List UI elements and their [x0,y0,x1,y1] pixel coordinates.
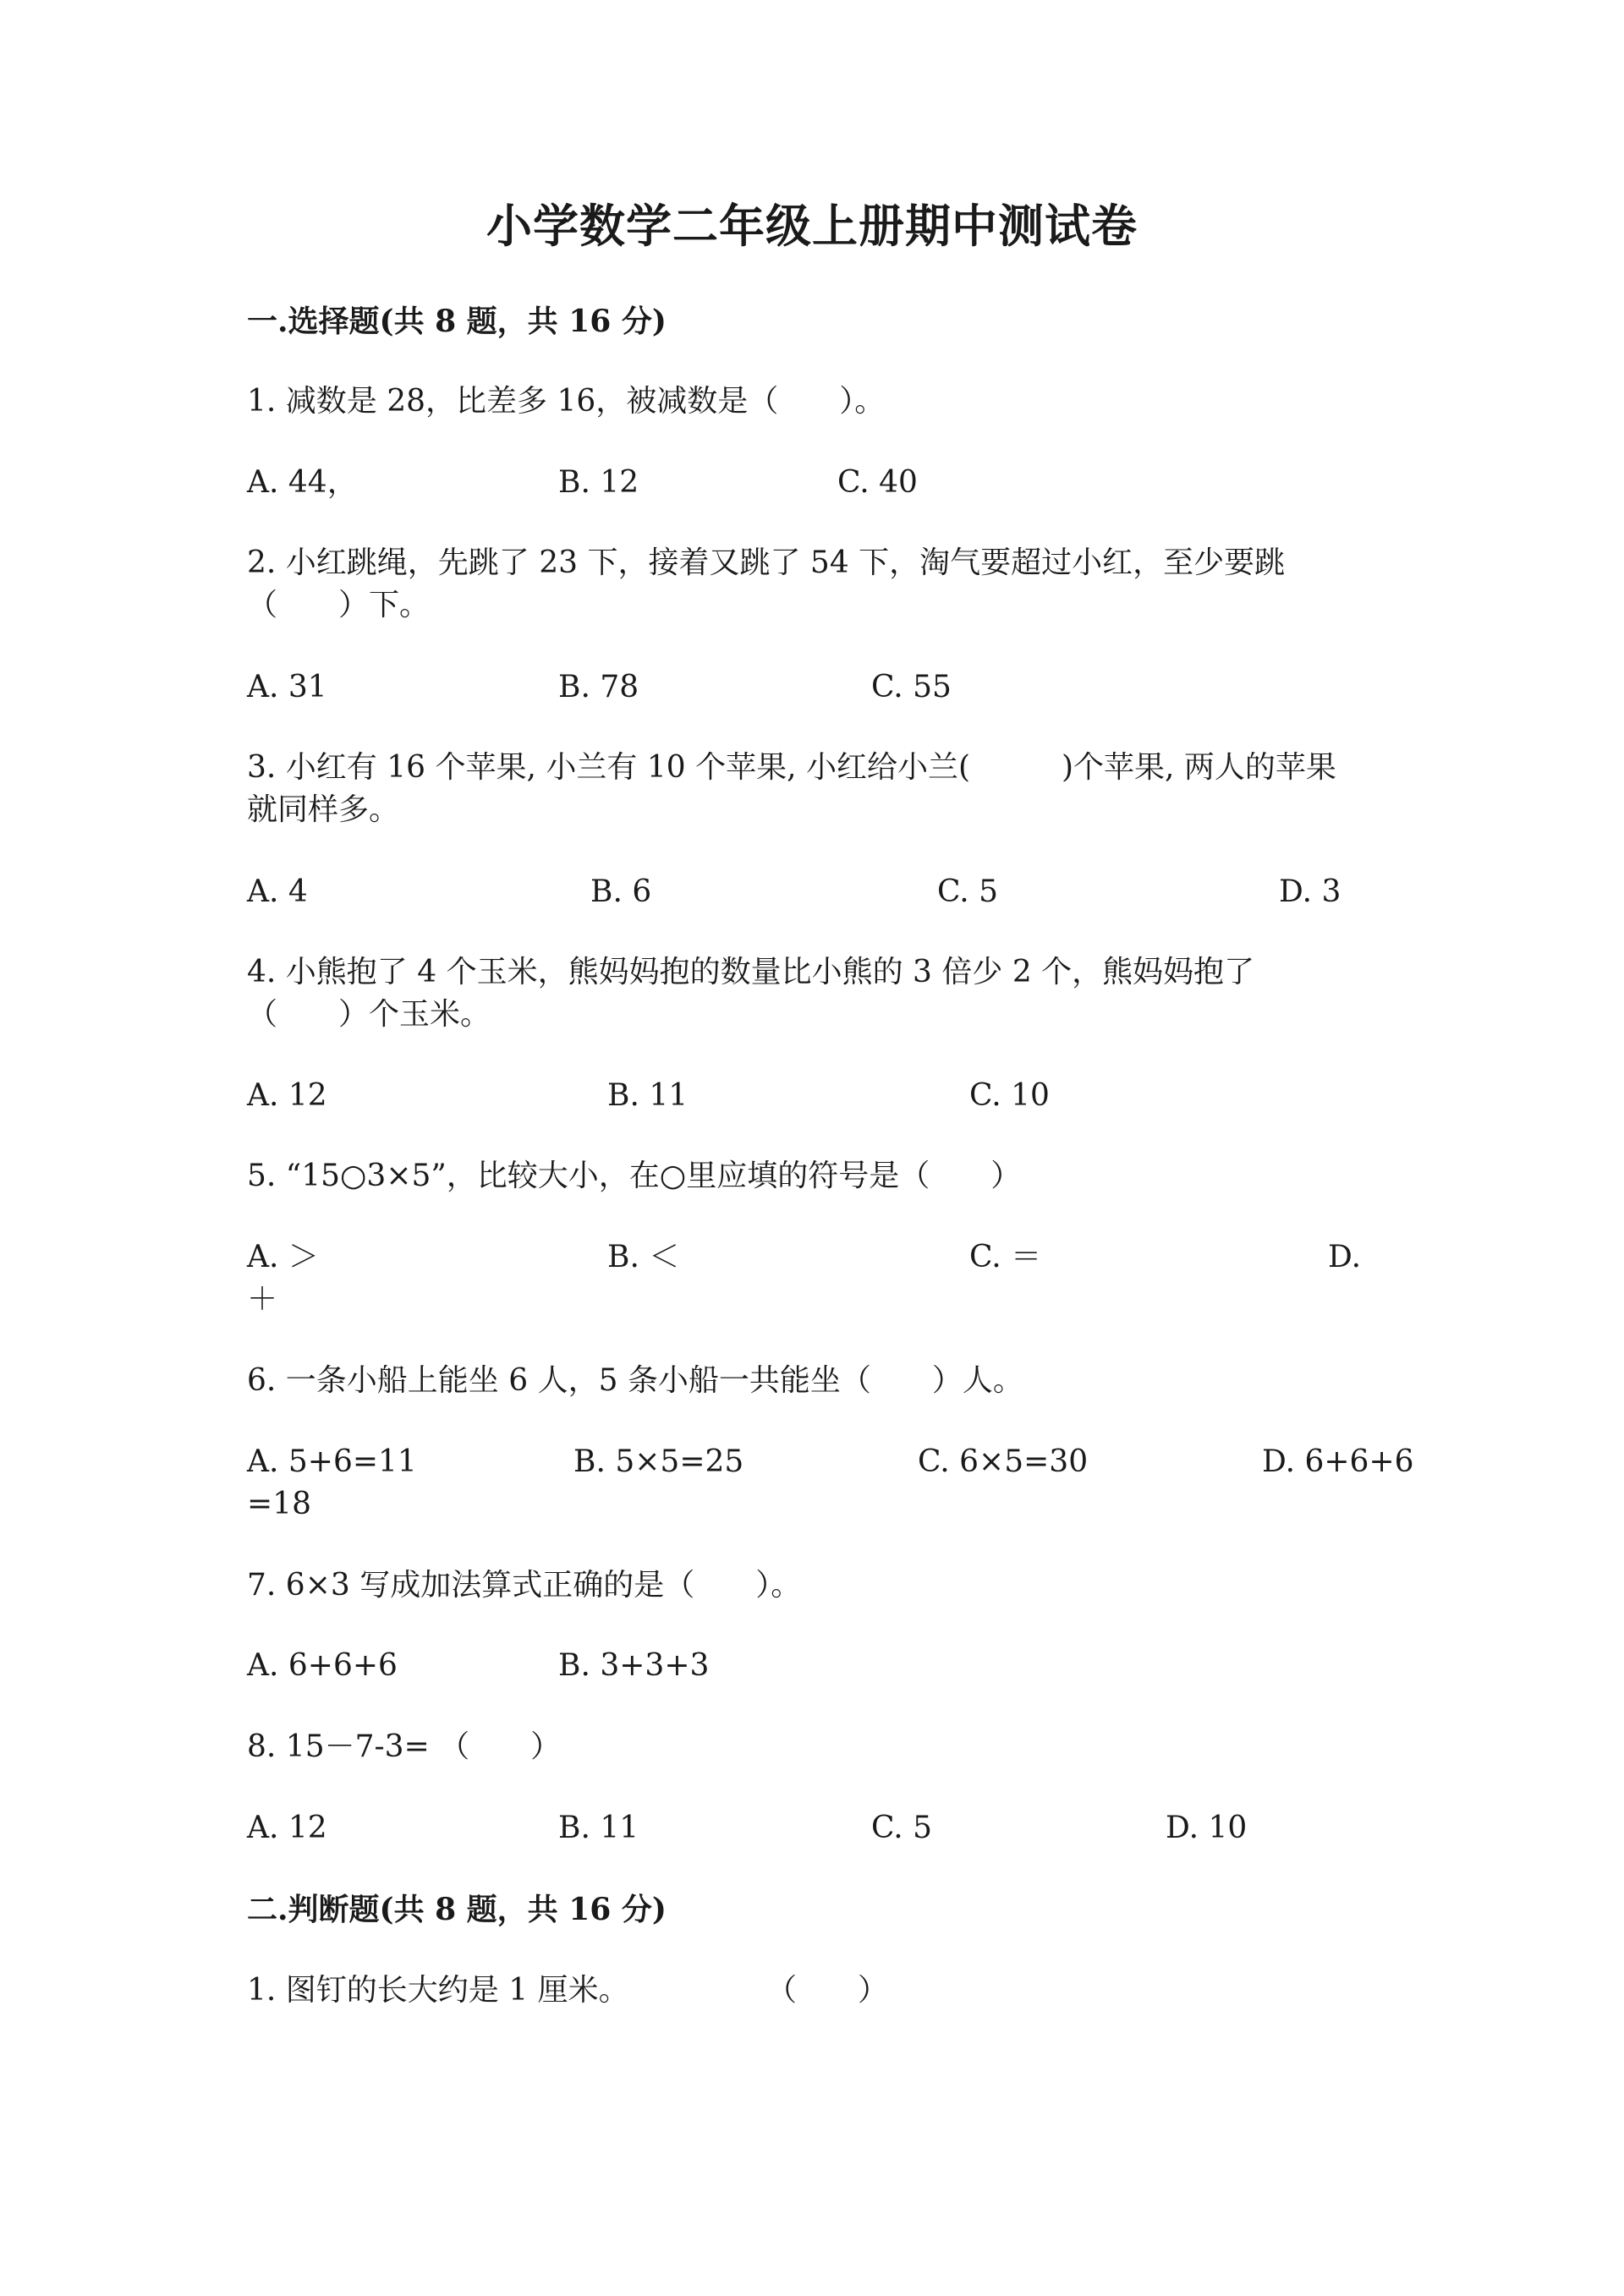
option-c: C. 5 [871,1811,933,1845]
option-a: A. 31 [247,670,327,704]
question-text: 6. 一条小船上能坐 6 人，5 条小船一共能坐（ ）人。 [247,1363,1023,1398]
question-7 [247,1564,1406,1607]
option-a: A. 12 [247,1078,327,1113]
option-b: B. 11 [558,1811,639,1845]
option-b: B. ＜ [607,1240,680,1274]
option-d: D. 6+6+6 [1262,1444,1414,1479]
option-a: A. 6+6+6 [247,1648,398,1683]
question-text: 1. 减数是 28，比差多 16，被减数是（ ）。 [247,384,886,419]
question-5 [247,1155,1406,1197]
option-a: A. 4 [247,874,308,909]
option-c: C. 5 [937,874,999,909]
option-d-continued: =18 [247,1487,311,1521]
option-b: B. 78 [558,670,639,704]
option-c: C. 10 [969,1078,1050,1113]
section-heading-choice: 一.选择题(共 8 题，共 16 分) [247,304,667,339]
question-text: 5. “15○3×5”，比较大小，在○里应填的符号是（ ） [247,1159,1022,1193]
option-a: A. ＞ [247,1240,319,1274]
option-b: B. 6 [590,874,652,909]
option-b: B. 3+3+3 [558,1648,710,1683]
option-c: C. 6×5=30 [918,1444,1089,1479]
question-text-line2: （ ）下。 [247,588,431,622]
section-heading-judgement: 二.判断题(共 8 题，共 16 分) [247,1892,667,1927]
option-d: D. 10 [1166,1811,1248,1845]
option-d: D. [1328,1240,1362,1274]
option-a: A. 44， [247,465,358,500]
option-b: B. 11 [607,1078,689,1113]
option-b: B. 5×5=25 [573,1444,744,1479]
question-text-line1: 2. 小红跳绳，先跳了 23 下，接着又跳了 54 下，淘气要超过小红，至少要跳 [247,545,1286,580]
option-a: A. 12 [247,1811,327,1845]
question-text-line1: 3. 小红有 16 个苹果, 小兰有 10 个苹果, 小红给小兰( )个苹果, 两人的苹果 [247,750,1336,785]
option-d: D. 3 [1279,874,1341,909]
question-text-line2: 就同样多。 [247,792,400,827]
question-3 [247,747,1406,831]
question-1 [247,381,1406,423]
question-4 [247,951,1406,1036]
option-b: B. 12 [558,465,639,500]
question-text-line2: （ ）个玉米。 [247,997,491,1032]
option-c: C. 55 [871,670,952,704]
option-c: C. 40 [837,465,918,500]
question-8 [247,1726,1406,1768]
question-6 [247,1360,1406,1402]
option-a: A. 5+6=11 [247,1444,417,1479]
question-text: 8. 15－7-3= （ ） [247,1729,562,1764]
question-2 [247,542,1406,627]
option-d-value: ＋ [247,1282,278,1317]
question-text: 1. 图钉的长大约是 1 厘米。 [247,1973,629,2008]
answer-blank: （ ） [766,1973,889,2008]
option-c: C. ＝ [969,1240,1042,1274]
question-text-line1: 4. 小熊抱了 4 个玉米，熊妈妈抱的数量比小熊的 3 倍少 2 个，熊妈妈抱了 [247,955,1255,989]
question-text: 7. 6×3 写成加法算式正确的是（ ）。 [247,1568,802,1603]
page-title: 小学数学二年级上册期中测试卷 [486,199,1138,253]
